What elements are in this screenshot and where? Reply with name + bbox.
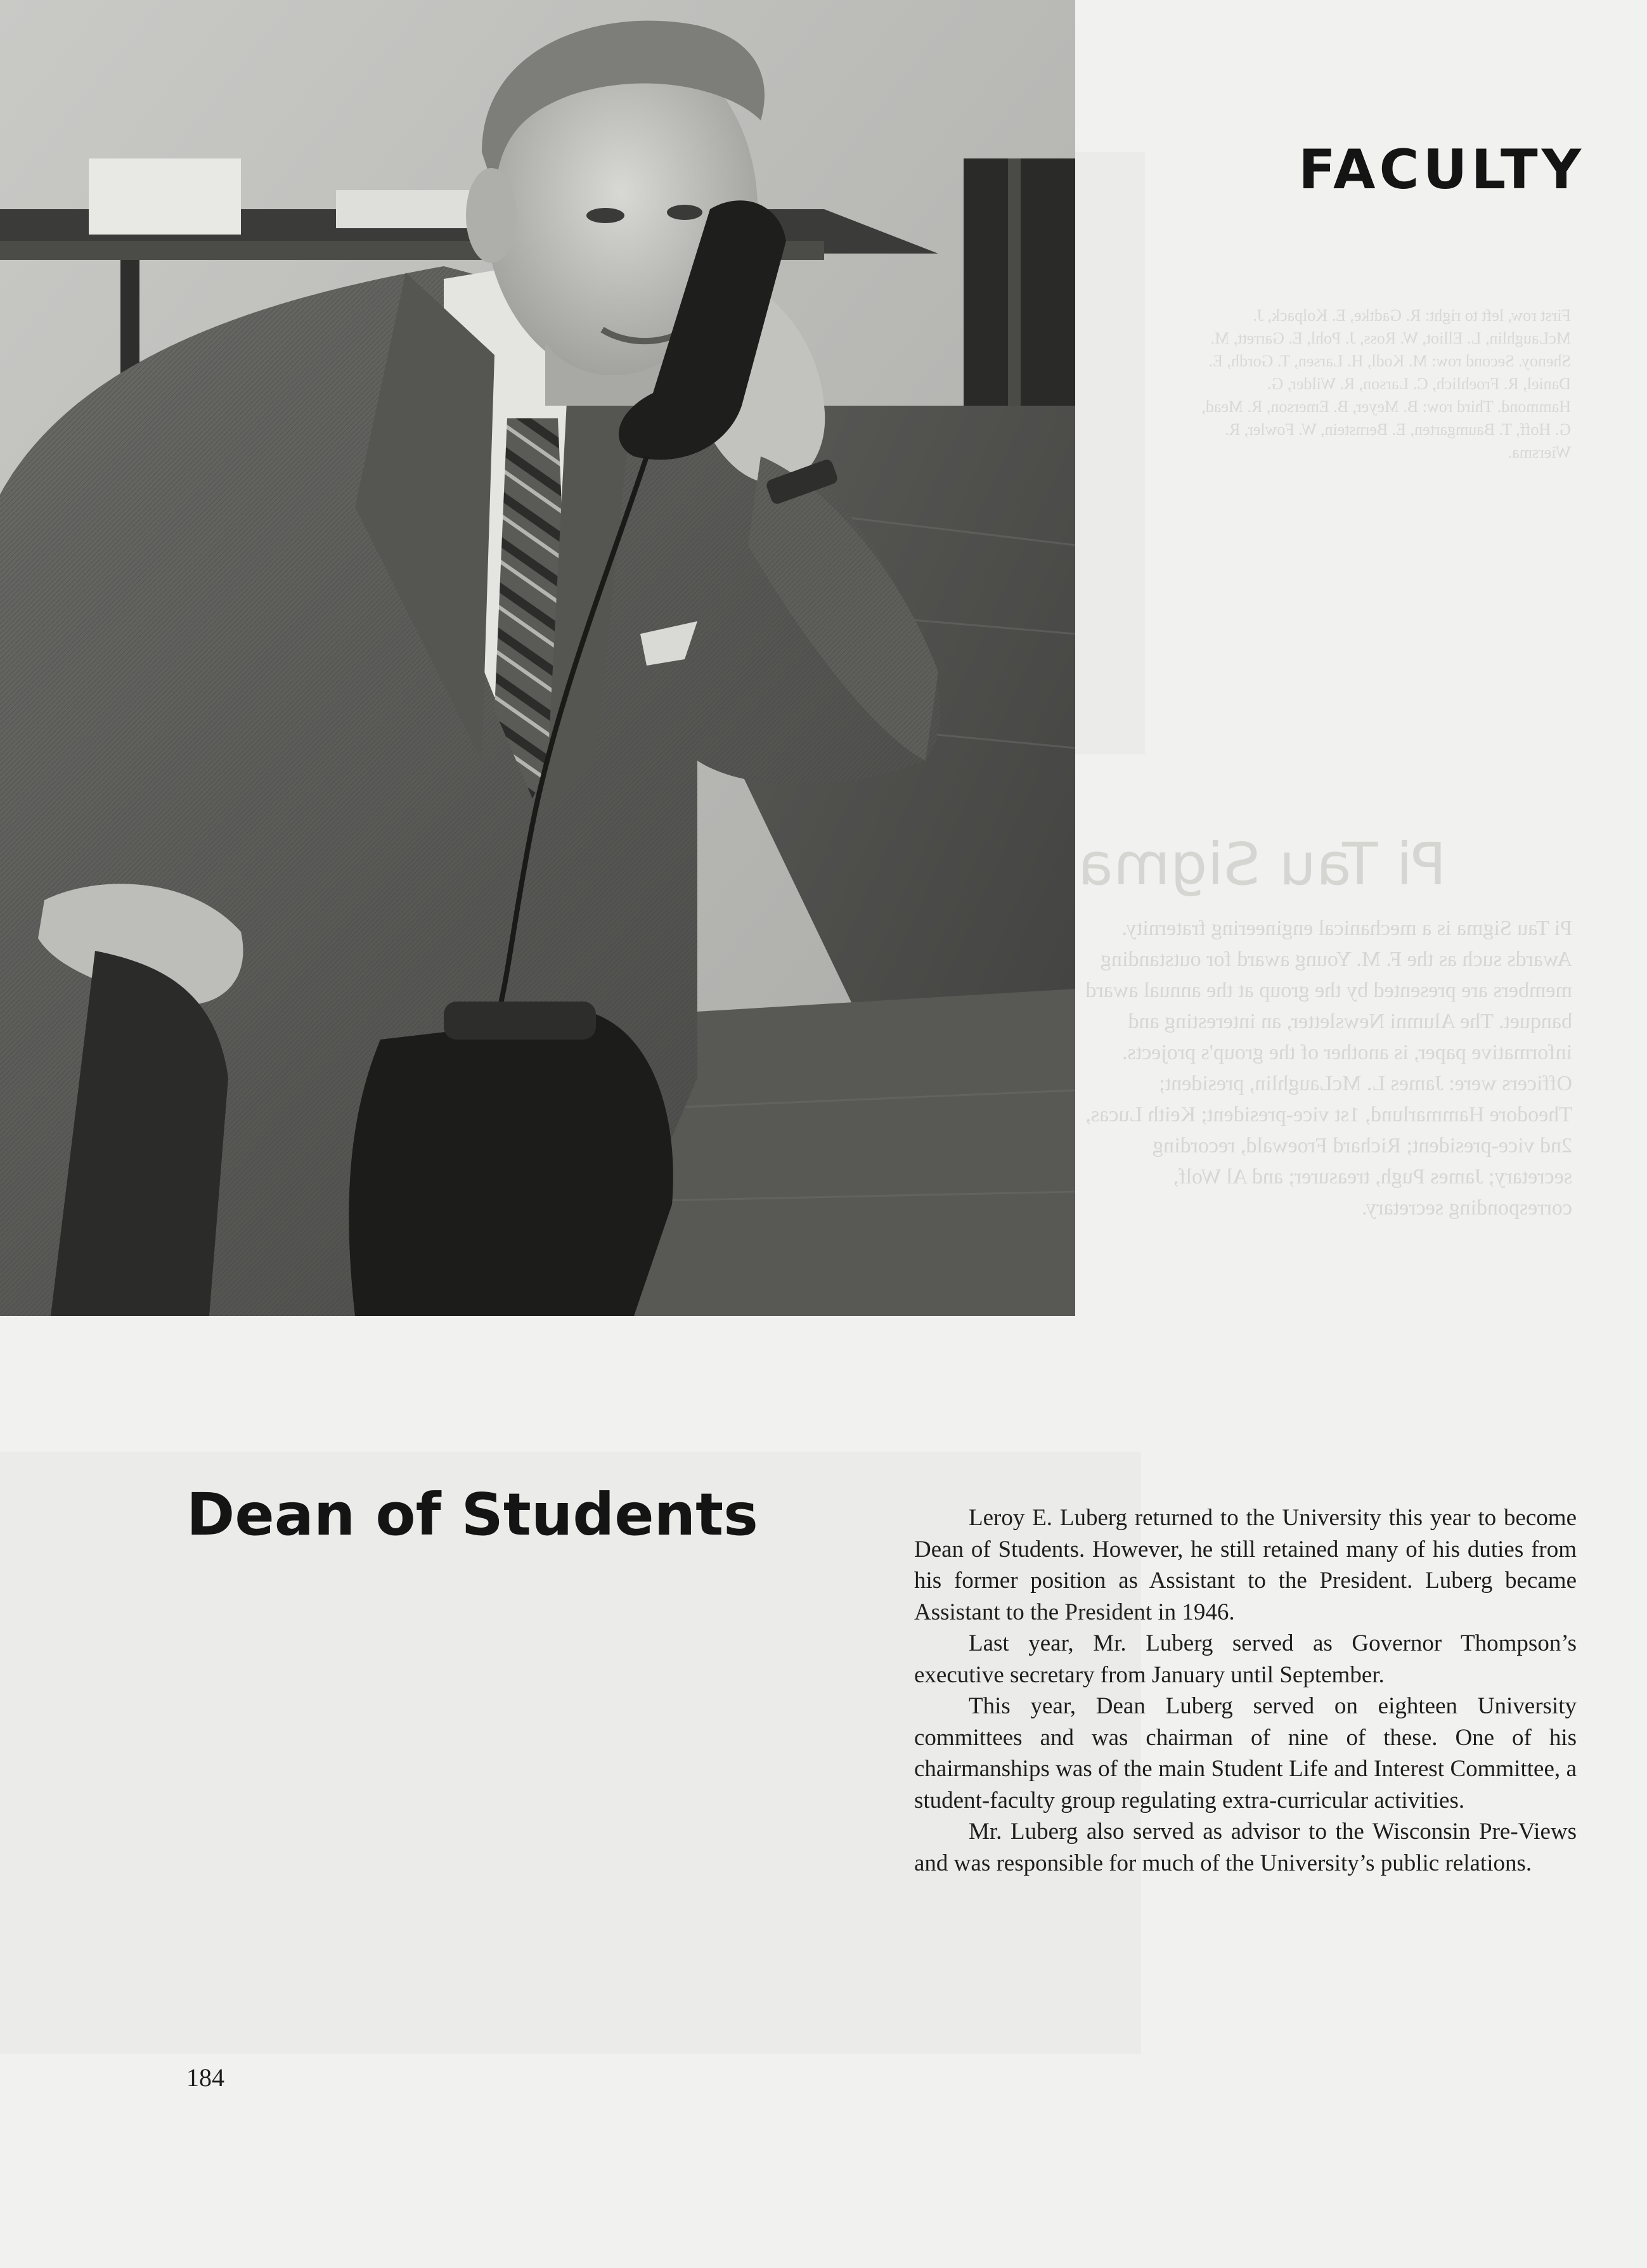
dean-portrait-illustration <box>0 0 1075 1316</box>
page-number: 184 <box>186 2063 224 2092</box>
article-paragraph: Leroy E. Luberg returned to the University this year to become Dean of Students. However, he still retained many of his duties from his former position as Assistant to the President. Luberg became Assistant to the President in 1946. <box>914 1505 1577 1625</box>
section-heading: FACULTY <box>1298 138 1585 202</box>
article-paragraph: Mr. Luberg also served as advisor to the Wisconsin Pre-Views and was responsible for much of the University’s public relations. <box>914 1819 1577 1876</box>
article-body <box>914 1502 1577 1879</box>
show-through-heading: Pi Tau Sigma <box>1078 830 1447 898</box>
article-title: Dean of Students <box>186 1481 758 1549</box>
article-paragraph: Last year, Mr. Luberg served as Governor Thompson’s executive secretary from January until September. <box>914 1630 1577 1688</box>
article-paragraph: This year, Dean Luberg served on eighteen University committees and was chairman of nine of these. One of his chairmanships was of the main Student Life and Interest Committee, a student-faculty group regulating extra-curricular activities. <box>914 1693 1577 1814</box>
show-through-body: Pi Tau Sigma is a mechanical engineering fraternity. Awards such as the F. M. Young award for outstanding members are presented by the group at the annual award banquet. The Alumni Newsletter, an interesting and informative paper, is another of the group's projects. Officers were: James L. McLaughlin, president; Theodore Hammarlund, 1st vice-president; Keith Lucas, 2nd vice-president; Richard Froewald, recording secretary; James Pugh, treasurer; and Al Wolf, corresponding secretary. <box>1085 917 1572 1220</box>
show-through-caption: First row, left to right: R. Gadtke, E. Kolpack, J. McLaughlin, L. Elliot, W. Ross, J. Pohl, E. Garrett, M. Shenoy. Second row: M. Kodl, H. Larsen, T. Gordh, E. Daniel, R. Froehlich, C. Larson, R. Wilder, G. Hammond. Third row: B. Meyer, B. Emerson, R. Mead, G. Hoff, T. Baumgarten, E. Bernstein, W. Fowler, R. Wiersma. <box>1201 306 1571 461</box>
dean-portrait-photo <box>0 0 1075 1316</box>
show-through-photo-area <box>1075 152 1145 754</box>
